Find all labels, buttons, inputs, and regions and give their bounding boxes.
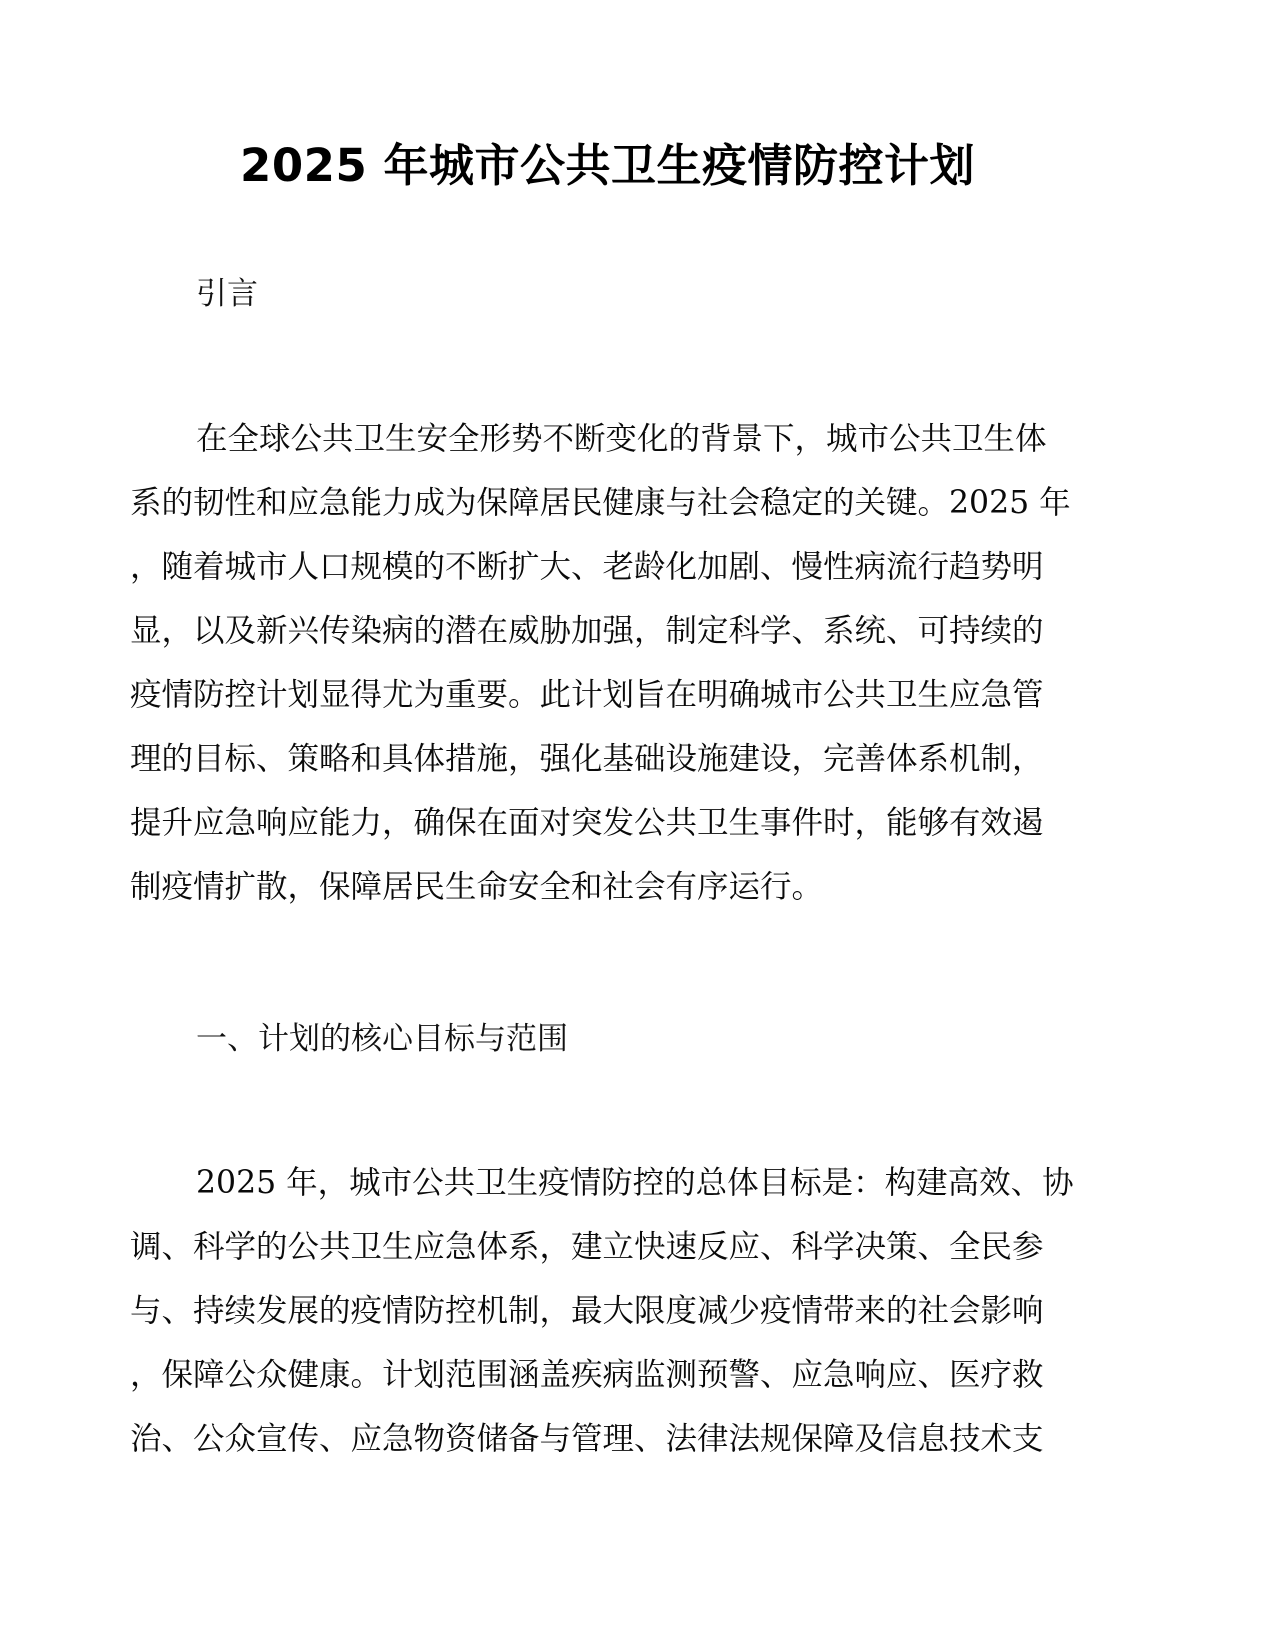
spacer-after-section-heading bbox=[130, 1059, 1085, 1151]
paragraph-line: 治、公众宣传、应急物资储备与管理、法律法规保障及信息技术支 bbox=[130, 1420, 1044, 1457]
paragraph-line: 与、持续发展的疫情防控机制，最大限度减少疫情带来的社会影响 bbox=[130, 1292, 1044, 1329]
paragraph-line: 调、科学的公共卫生应急体系，建立快速反应、科学决策、全民参 bbox=[130, 1228, 1044, 1265]
paragraph-line: 疫情防控计划显得尤为重要。此计划旨在明确城市公共卫生应急管 bbox=[130, 676, 1044, 713]
document-content bbox=[130, 0, 1085, 1471]
paragraph-section-1 bbox=[130, 1151, 1085, 1471]
paragraph-line: 系的韧性和应急能力成为保障居民健康与社会稳定的关键。2025 年 bbox=[130, 484, 1071, 521]
paragraph-line: 显，以及新兴传染病的潜在威胁加强，制定科学、系统、可持续的 bbox=[130, 612, 1044, 649]
paragraph-line: ，随着城市人口规模的不断扩大、老龄化加剧、慢性病流行趋势明 bbox=[130, 548, 1044, 585]
page-title: 2025 年城市公共卫生疫情防控计划 bbox=[240, 139, 975, 192]
spacer-after-intro-heading bbox=[130, 315, 1085, 407]
section-heading-1: 一、计划的核心目标与范围 bbox=[196, 1020, 568, 1057]
intro-heading: 引言 bbox=[196, 276, 258, 313]
paragraph-line: 在全球公共卫生安全形势不断变化的背景下，城市公共卫生体 bbox=[196, 420, 1047, 457]
paragraph-line: 理的目标、策略和具体措施，强化基础设施建设，完善体系机制， bbox=[130, 740, 1044, 777]
paragraph-line: 制疫情扩散，保障居民生命安全和社会有序运行。 bbox=[130, 868, 824, 905]
paragraph-line: ，保障公众健康。计划范围涵盖疾病监测预警、应急响应、医疗救 bbox=[130, 1356, 1044, 1393]
spacer-before-section-heading bbox=[130, 919, 1085, 1019]
paragraph-line: 提升应急响应能力，确保在面对突发公共卫生事件时，能够有效遏 bbox=[130, 804, 1044, 841]
paragraph-line: 2025 年，城市公共卫生疫情防控的总体目标是：构建高效、协 bbox=[196, 1164, 1074, 1201]
paragraph-introduction bbox=[130, 407, 1085, 919]
